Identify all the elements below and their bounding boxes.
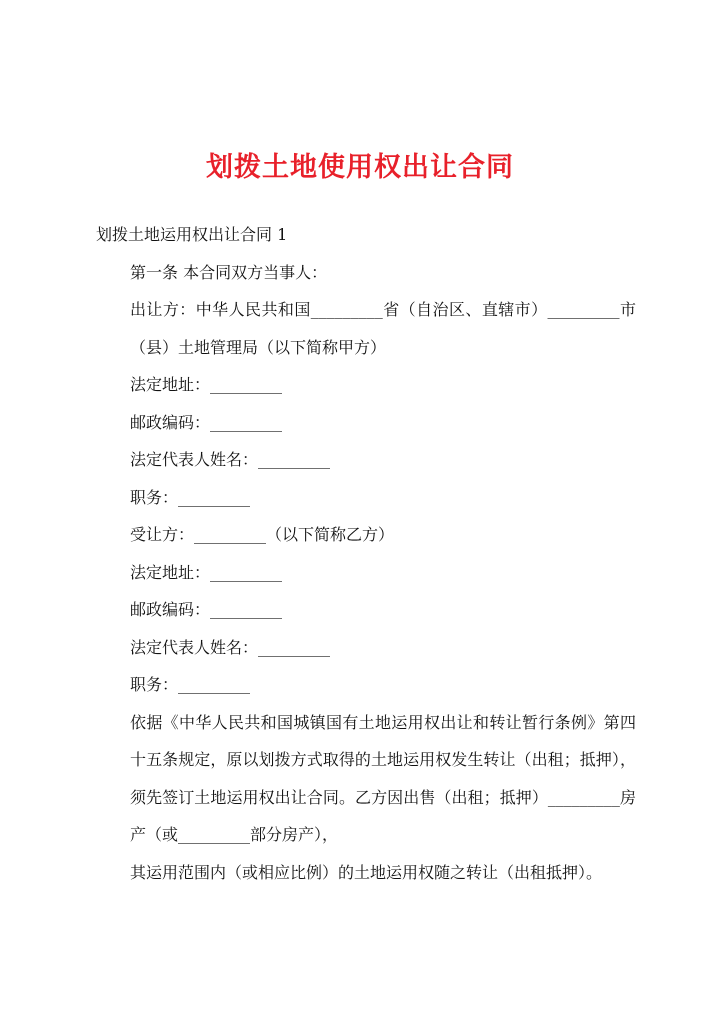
paragraph-grantor-representative: 法定代表人姓名：_________ bbox=[130, 450, 331, 469]
document-title: 划拨土地使用权出让合同 bbox=[206, 152, 514, 183]
paragraph-grantor: 出让方：中华人民共和国_________省（自治区、直辖市）_________市（县）土地管理局（以下简称甲方） bbox=[130, 300, 636, 357]
paragraph-scope: 其运用范围内（或相应比例）的土地运用权随之转让（出租抵押）。 bbox=[130, 862, 603, 882]
paragraph-grantee: 受让方：_________（以下简称乙方） bbox=[130, 525, 395, 544]
paragraph-grantee-address: 法定地址：_________ bbox=[130, 562, 283, 582]
paragraph-grantee-postcode: 邮政编码：_________ bbox=[130, 600, 283, 619]
document-body bbox=[96, 216, 636, 891]
paragraph-grantor-position: 职务：_________ bbox=[130, 487, 251, 507]
paragraph-grantor-postcode: 邮政编码：_________ bbox=[130, 412, 283, 432]
paragraph-grantor-address: 法定地址：_________ bbox=[130, 375, 283, 394]
paragraph-subtitle: 划拨土地运用权出让合同 1 bbox=[96, 225, 288, 244]
paragraph-grantee-position: 职务：_________ bbox=[130, 675, 251, 694]
paragraph-article-1: 第一条 本合同双方当事人： bbox=[130, 262, 328, 282]
paragraph-grantee-representative: 法定代表人姓名：_________ bbox=[130, 637, 331, 657]
paragraph-legal-basis: 依据《中华人民共和国城镇国有土地运用权出让和转让暂行条例》第四十五条规定，原以划拨方式取得的土地运用权发生转让（出租；抵押），须先签订土地运用权出让合同。乙方因出售（出租；抵押）_________房产（或_________部分房产）， bbox=[130, 712, 636, 844]
